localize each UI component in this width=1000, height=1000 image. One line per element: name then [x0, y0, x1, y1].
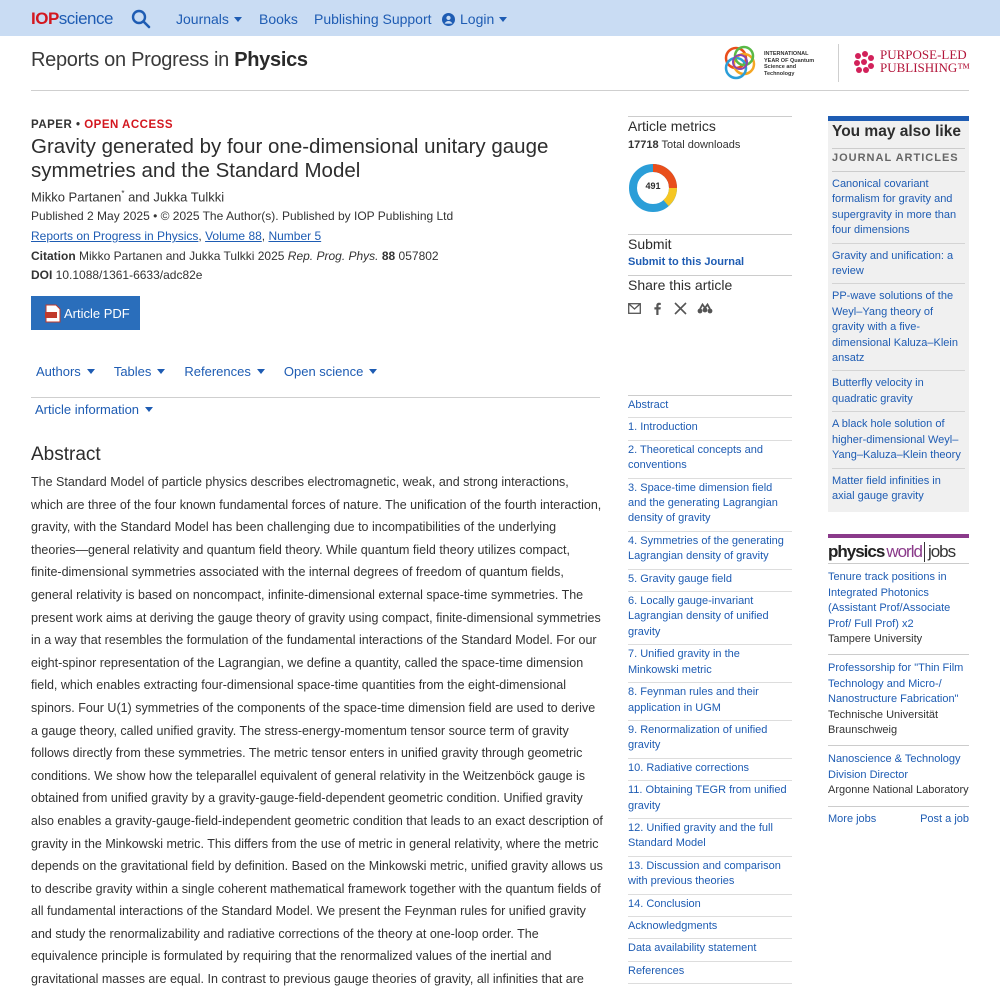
- share-section: Share this article: [628, 275, 792, 315]
- toc-item[interactable]: 2. Theoretical concepts and conventions: [628, 441, 792, 479]
- article-information-toggle[interactable]: Article information: [35, 402, 153, 417]
- related-article-link[interactable]: A black hole solution of higher-dimensional Weyl–Yang–Kaluza–Klein theory: [832, 412, 965, 468]
- nav-login[interactable]: Login: [442, 11, 507, 27]
- chevron-down-icon: [257, 369, 265, 374]
- table-of-contents: [628, 395, 792, 984]
- nav-books[interactable]: Books: [259, 11, 298, 27]
- job-employer: Argonne National Laboratory: [828, 784, 969, 797]
- related-article-link[interactable]: Butterfly velocity in quadratic gravity: [832, 371, 965, 412]
- toc-item[interactable]: 6. Locally gauge-invariant Lagrangian density of unified gravity: [628, 592, 792, 645]
- x-icon[interactable]: [674, 302, 687, 315]
- metrics-heading: Article metrics: [628, 118, 716, 134]
- submit-link[interactable]: Submit to this Journal: [628, 256, 745, 268]
- altmetric-badge[interactable]: 491: [628, 163, 678, 213]
- job-listing: [828, 655, 969, 746]
- tab-authors[interactable]: Authors: [36, 364, 95, 379]
- published-date: Published 2 May 2025 • © 2025 The Author(s). Published by IOP Publishing Ltd: [31, 209, 454, 223]
- job-title-link[interactable]: Professorship for "Thin Film Technology and Micro-/ Nanostructure Fabrication": [828, 662, 964, 706]
- breadcrumb: Reports on Progress in Physics, Volume 88, Number 5: [31, 229, 322, 243]
- divider: [838, 44, 839, 82]
- toc-item[interactable]: 9. Renormalization of unified gravity: [628, 721, 792, 759]
- article-type: PAPER • OPEN ACCESS: [31, 119, 173, 131]
- related-article-link[interactable]: Gravity and unification: a review: [832, 244, 965, 285]
- tab-references[interactable]: References: [184, 364, 264, 379]
- purpose-led-logo-mark: [852, 50, 876, 74]
- related-article-link[interactable]: PP-wave solutions of the Weyl–Yang theory of gravity with a five-dimensional Kaluza–Klein ansatz: [832, 284, 965, 371]
- tab-tables[interactable]: Tables: [114, 364, 166, 379]
- job-title-link[interactable]: Nanoscience & Technology Division Director: [828, 753, 961, 781]
- chevron-down-icon: [157, 369, 165, 374]
- chevron-down-icon: [499, 17, 507, 22]
- journal-title[interactable]: Reports on Progress in Physics: [31, 49, 308, 71]
- article-pdf-button[interactable]: Article PDF: [31, 296, 140, 330]
- article-tabs: [36, 364, 377, 379]
- toc-item[interactable]: 4. Symmetries of the generating Lagrangian density of gravity: [628, 532, 792, 570]
- toc-item[interactable]: References: [628, 962, 792, 984]
- author-link[interactable]: Mikko Partanen: [31, 189, 122, 205]
- you-may-also-like: [828, 116, 969, 512]
- related-article-link[interactable]: Canonical covariant formalism for gravity and supergravity in more than four dimensions: [832, 172, 965, 244]
- may-also-like-heading: You may also like: [832, 123, 961, 140]
- post-job-link[interactable]: Post a job: [920, 812, 969, 825]
- toc-item[interactable]: 1. Introduction: [628, 418, 792, 440]
- toc-item[interactable]: 14. Conclusion: [628, 895, 792, 917]
- abstract-heading: Abstract: [31, 444, 101, 465]
- jobs-footer: [828, 807, 969, 825]
- pdf-icon: [45, 304, 61, 323]
- email-icon[interactable]: [628, 303, 641, 314]
- toc-item[interactable]: 3. Space-time dimension field and the generating Lagrangian density of gravity: [628, 479, 792, 532]
- article-metrics: [628, 116, 792, 315]
- article-title: Gravity generated by four one-dimensional unitary gauge symmetries and the Standard Model: [31, 135, 549, 182]
- toc-item[interactable]: 11. Obtaining TEGR from unified gravity: [628, 781, 792, 819]
- toc-item[interactable]: Acknowledgments: [628, 917, 792, 939]
- toc-item[interactable]: Abstract: [628, 396, 792, 418]
- toc-item[interactable]: 10. Radiative corrections: [628, 759, 792, 781]
- chevron-down-icon: [145, 407, 153, 412]
- tabs-divider: [31, 397, 600, 398]
- nav-publishing-support[interactable]: Publishing Support: [314, 11, 432, 27]
- toc-item[interactable]: 13. Discussion and comparison with previous theories: [628, 857, 792, 895]
- iopscience-logo[interactable]: IOPscience: [31, 9, 113, 28]
- right-sidebar: [828, 116, 969, 825]
- volume-link[interactable]: Volume 88: [205, 229, 262, 243]
- toc-item[interactable]: 5. Gravity gauge field: [628, 570, 792, 592]
- top-bar: [0, 0, 1000, 36]
- physicsworld-jobs: [828, 534, 969, 824]
- facebook-icon[interactable]: [651, 302, 664, 315]
- iyq-text: INTERNATIONAL YEAR OF Quantum Science and Technology: [764, 51, 815, 77]
- job-title-link[interactable]: Tenure track positions in Integrated Photonics (Assistant Prof/Associate Prof/ Full Prof) x2: [828, 571, 951, 630]
- job-listing: [828, 746, 969, 806]
- job-employer: Technische Universität Braunschweig: [828, 708, 939, 736]
- purpose-led-publishing-logo: PURPOSE-LED PUBLISHING™: [880, 47, 971, 75]
- toc-item[interactable]: 8. Feynman rules and their application in UGM: [628, 683, 792, 721]
- abstract-text: The Standard Model of particle physics describes electromagnetic, weak, and strong interactions, which are three of the four known fundamental forces of nature. The unification of the fourth interaction, gravity, with the Standard Model has been challenging due to incompatibilities of the underlying theories—general relativity and quantum field theory. While quantum field theory utilizes compact, finite-dimensional symmetries associated with the internal degrees of freedom of quantum fields, general relativity is based on noncompact, infinite-dimensional external space-time symmetries. The present work aims at deriving the gauge theory of gravity using compact, finite-dimensional symmetries in a way that resembles the formulation of the fundamental interactions of the Standard Model. For our eight-spinor representation of the Lagrangian, we define a quantity, called the space-time dimension field, which enables extracting four-dimensional space-time quantities from the eight-dimensional spinors. Four U(1) symmetries of the components of the space-time dimension field are used to derive a gauge theory, called unified gravity. The stress-energy-momentum tensor source term of gravity follows directly from these symmetries. The metric tensor enters in unified gravity through geometric conditions. We show how the teleparallel equivalent of general relativity in the Weitzenböck gauge is obtained from unified gravity by a gravity-gauge-field-dependent geometric condition. Unified gravity also enables a gravity-gauge-field-independent geometric condition that leads to an exact description of gravity in the Minkowski metric. This differs from the use of metric in general relativity, where the metric depends on the gravitational field by definition. Based on the Minkowski metric, unified gravity allows us to describe gravity within a single coherent mathematical framework together with the quantum fields of all fundamental interactions of the Standard Model. We present the Feynman rules for unified gravity and study the renormalizability and radiative corrections of the theory at one-loop order. The equivalence principle is formulated by requiring that the renormalized values of the inertial and gravitational masses are equal. In contrast to previous gauge theories of gravity, all infinities that are: [31, 475, 603, 987]
- toc-item[interactable]: 12. Unified gravity and the full Standard Model: [628, 819, 792, 857]
- toc-item[interactable]: Data availability statement: [628, 939, 792, 961]
- chevron-down-icon: [234, 17, 242, 22]
- chevron-down-icon: [87, 369, 95, 374]
- job-listing: [828, 564, 969, 655]
- chevron-down-icon: [369, 369, 377, 374]
- open-access-badge: OPEN ACCESS: [84, 119, 173, 131]
- submit-section: Submit Submit to this Journal: [628, 234, 792, 268]
- journal-link[interactable]: Reports on Progress in Physics: [31, 229, 199, 243]
- toc-item[interactable]: 7. Unified gravity in the Minkowski metric: [628, 645, 792, 683]
- physicsworld-jobs-logo[interactable]: physics world jobs: [828, 542, 969, 564]
- doi: DOI 10.1088/1361-6633/adc82e: [31, 268, 203, 282]
- tab-open-science[interactable]: Open science: [284, 364, 378, 379]
- header-divider: [31, 90, 969, 91]
- authors: Mikko Partanen* and Jukka Tulkki: [31, 189, 225, 205]
- user-icon: [442, 13, 455, 26]
- number-link[interactable]: Number 5: [268, 229, 322, 243]
- mendeley-icon[interactable]: [697, 303, 713, 314]
- nav-journals[interactable]: Journals: [176, 11, 242, 27]
- downloads: 17718 Total downloads: [628, 139, 741, 151]
- journal-articles-label: JOURNAL ARTICLES: [832, 148, 965, 172]
- more-jobs-link[interactable]: More jobs: [828, 812, 877, 825]
- citation: Citation Mikko Partanen and Jukka Tulkki 2025 Rep. Prog. Phys. 88 057802: [31, 249, 439, 263]
- job-employer: Tampere University: [828, 632, 923, 645]
- search-icon[interactable]: [131, 9, 151, 29]
- related-article-link[interactable]: Matter field infinities in axial gauge gravity: [832, 474, 941, 502]
